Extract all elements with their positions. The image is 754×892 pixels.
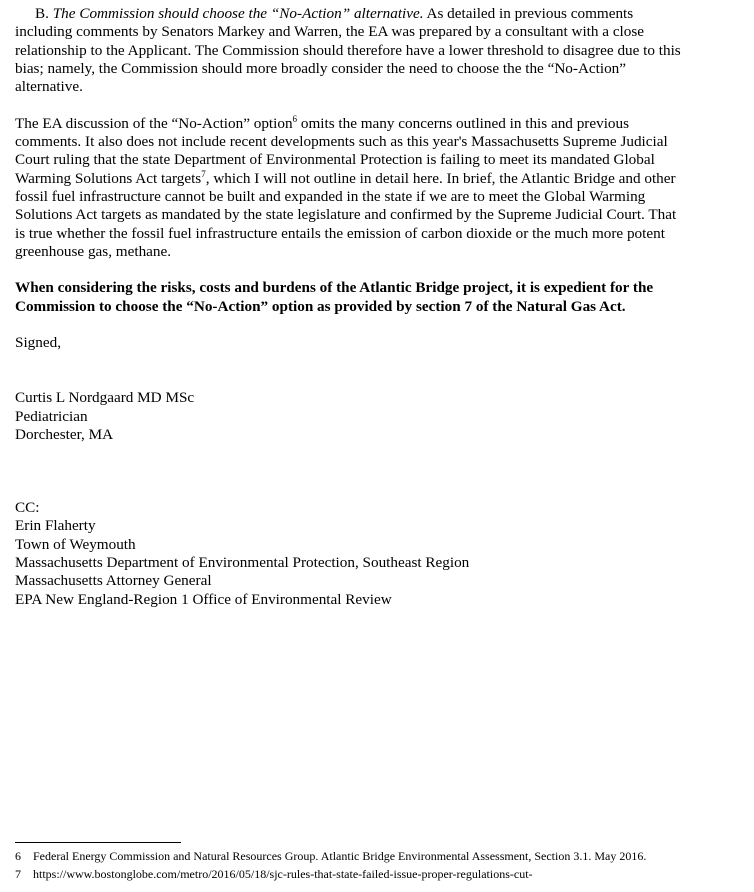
footnote-link[interactable]: https://www.bostonglobe.com/metro/2016/05/18/sjc-rules-that-state-failed-issue-proper-regulations-cut- bbox=[33, 866, 533, 881]
footnote-7 bbox=[15, 867, 715, 882]
footnote-text: Federal Energy Commission and Natural Resources Group. Atlantic Bridge Environmental Assessment, Section 3.1. May 2016. bbox=[33, 849, 647, 863]
conclusion-paragraph: When considering the risks, costs and burdens of the Atlantic Bridge project, it is expedient for the Commission to choose the “No-Action” option as provided by section 7 of the Natural Gas Act. bbox=[15, 279, 654, 315]
signer-title: Pediatrician bbox=[15, 407, 88, 425]
cc-recipient: EPA New England-Region 1 Office of Environmental Review bbox=[15, 590, 392, 608]
signer-location: Dorchester, MA bbox=[15, 425, 114, 443]
cc-recipient: Town of Weymouth bbox=[15, 535, 136, 553]
footnote-ref-7[interactable]: 7 bbox=[201, 168, 206, 179]
ea-no-action-paragraph bbox=[15, 115, 687, 261]
ea-paragraph-part2: omits the many concerns outlined in this and previous comments. It also does not include recent developments such as this year's Massachusetts Supreme Judicial Court ruling that the state Department of Environmental Protection is failing to meet its mandated Global Warming Solutions Act targets bbox=[15, 114, 668, 187]
document-page bbox=[15, 5, 687, 609]
section-b-paragraph bbox=[15, 5, 687, 96]
cc-block bbox=[15, 499, 687, 609]
ea-paragraph-part3: , which I will not outline in detail here. In brief, the Atlantic Bridge and other fossil fuel infrastructure cannot be built and expanded in the state if we are to meet the Global Warming Solutions Act targets as mandated by the state legislature and confirmed by the Supreme Judicial Court. That is true whether the fossil fuel infrastructure entails the emission of carbon dioxide or the much more potent greenhouse gas, methane. bbox=[15, 169, 677, 260]
footnote-number: 6 bbox=[15, 849, 21, 863]
signature-block bbox=[15, 389, 687, 444]
cc-recipient: Massachusetts Department of Environmental Protection, Southeast Region bbox=[15, 553, 470, 571]
cc-recipient: Massachusetts Attorney General bbox=[15, 572, 212, 590]
footnote-6 bbox=[15, 849, 715, 864]
signed-line: Signed, bbox=[15, 334, 61, 352]
cc-recipient: Erin Flaherty bbox=[15, 517, 96, 535]
section-b-lead: B. bbox=[35, 5, 53, 22]
section-b-body: As detailed in previous comments including comments by Senators Markey and Warren, the EA was prepared by a consultant with a close relationship to the Applicant. The Commission should therefore have a lower threshold to disagree due to this bias; namely, the Commission should more broadly consider the need to choose the the “No-Action” alternative. bbox=[15, 5, 681, 96]
footnote-separator bbox=[15, 842, 181, 843]
section-b-heading: The Commission should choose the “No-Action” alternative. bbox=[52, 5, 424, 22]
signer-name: Curtis L Nordgaard MD MSc bbox=[15, 389, 195, 407]
footnote-number: 7 bbox=[15, 866, 21, 881]
footnotes-section bbox=[15, 842, 715, 884]
footnote-ref-6[interactable]: 6 bbox=[292, 113, 298, 124]
cc-label: CC: bbox=[15, 499, 40, 517]
ea-paragraph-part1: The EA discussion of the “No-Action” option bbox=[15, 114, 293, 132]
